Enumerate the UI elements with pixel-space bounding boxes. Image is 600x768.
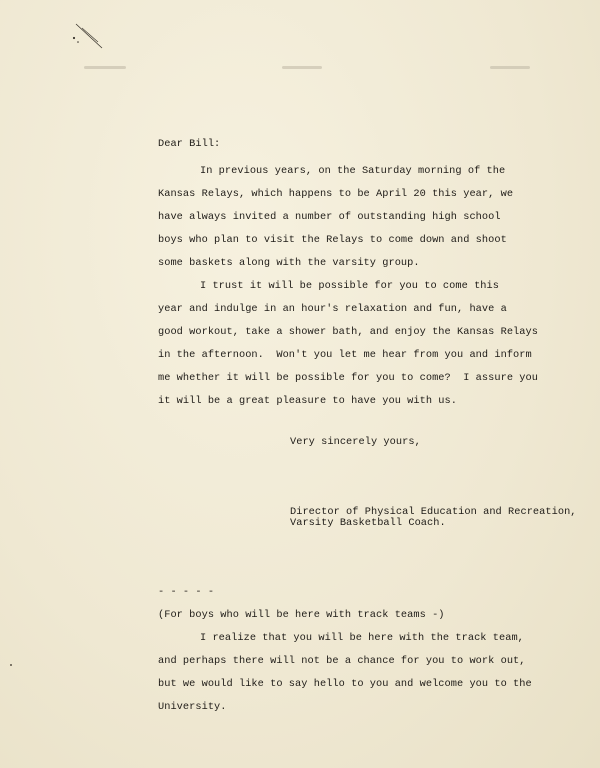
paragraph1-line: boys who plan to visit the Relays to come down and shoot (158, 234, 507, 246)
paragraph1-line: have always invited a number of outstanding high school (158, 211, 501, 223)
paragraph1-line: some baskets along with the varsity group. (158, 257, 420, 269)
paragraph2-line: I trust it will be possible for you to come this (200, 280, 499, 292)
salutation: Dear Bill: (158, 138, 221, 150)
paragraph2-line: in the afternoon. Won't you let me hear from you and inform (158, 349, 532, 361)
paragraph2-line: good workout, take a shower bath, and enjoy the Kansas Relays (158, 326, 538, 338)
paragraph3-line: University. (158, 701, 227, 713)
paragraph3-line: and perhaps there will not be a chance for you to work out, (158, 655, 526, 667)
separator: - - - - - (158, 586, 215, 598)
paragraph1-line: Kansas Relays, which happens to be April 20 this year, we (158, 188, 514, 200)
signature-line: Director of Physical Education and Recreation, (290, 506, 577, 518)
paragraph2-line: year and indulge in an hour's relaxation and fun, have a (158, 303, 507, 315)
paragraph3-line: I realize that you will be here with the track team, (200, 632, 524, 644)
signature-line: Varsity Basketball Coach. (290, 517, 446, 529)
paragraph3-line: but we would like to say hello to you and welcome you to the (158, 678, 532, 690)
closing: Very sincerely yours, (290, 436, 421, 448)
paragraph2-line: me whether it will be possible for you to come? I assure you (158, 372, 538, 384)
note-heading: (For boys who will be here with track teams -) (158, 609, 445, 621)
paragraph2-line: it will be a great pleasure to have you with us. (158, 395, 457, 407)
paragraph1-line: In previous years, on the Saturday morning of the (200, 165, 506, 177)
